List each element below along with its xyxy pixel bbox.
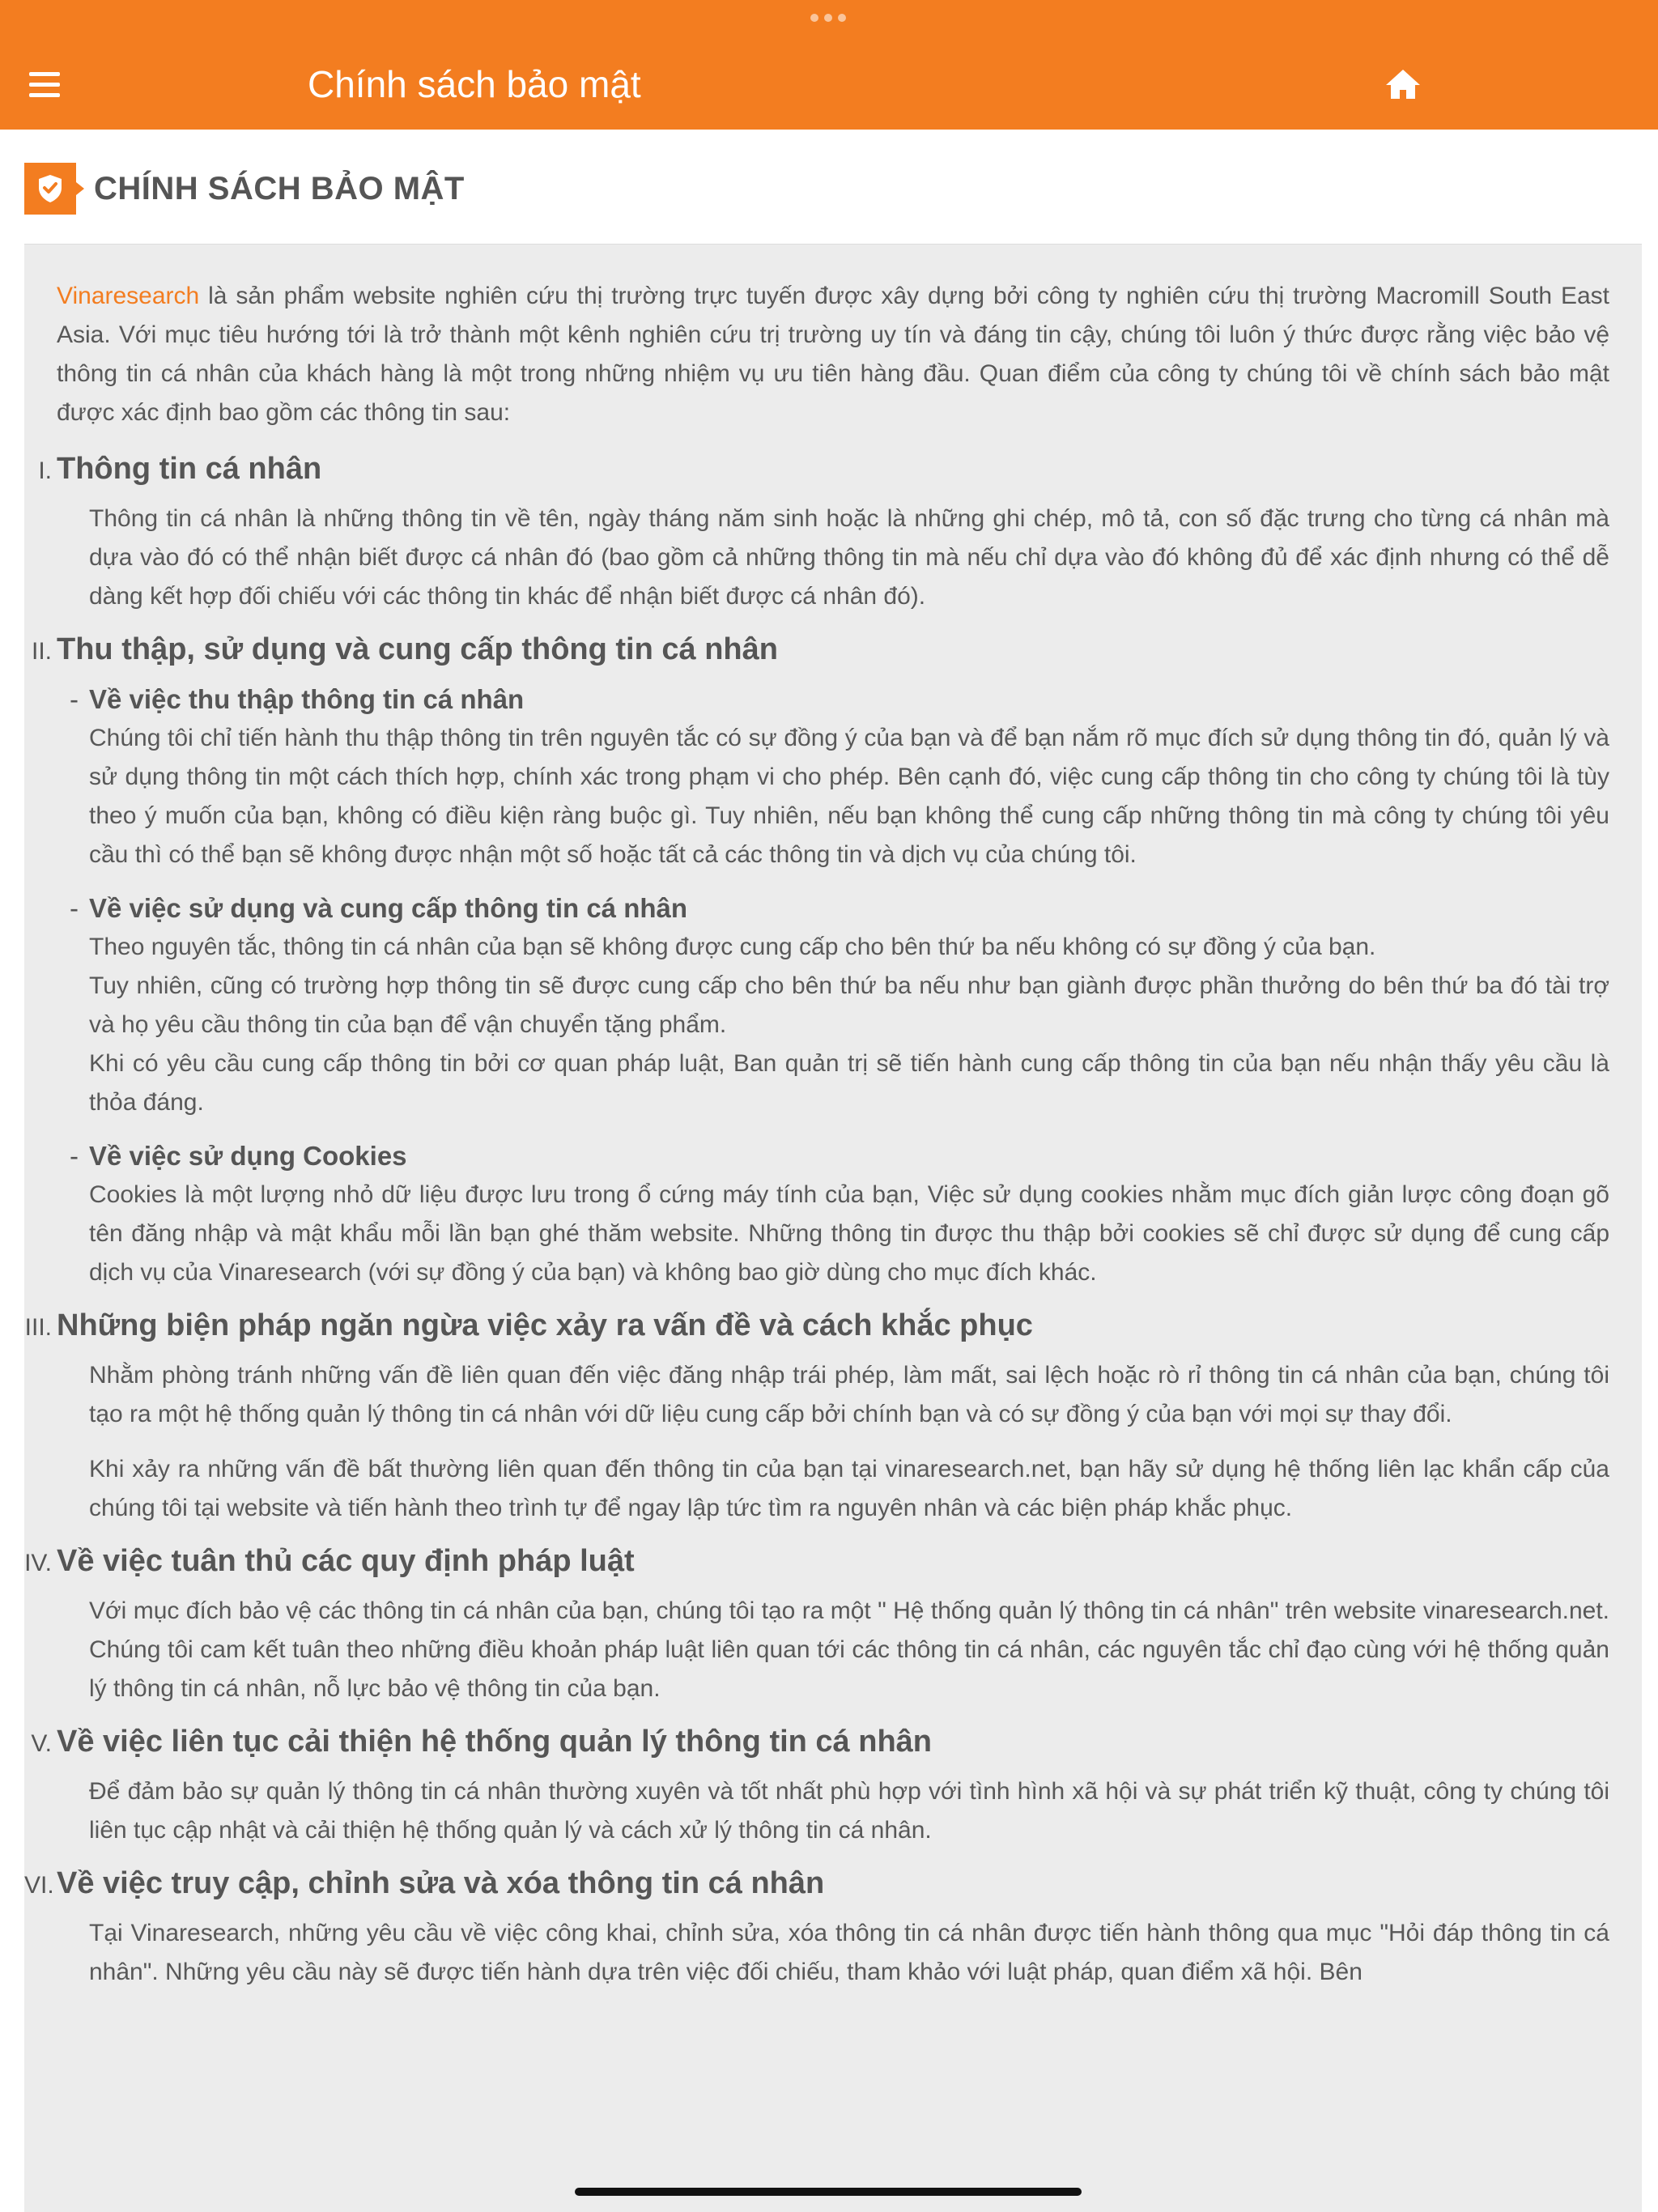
section-heading — [31, 632, 1609, 667]
section-paragraph: Khi xảy ra những vấn đề bất thường liên quan đến thông tin của bạn tại vinaresearch.net, bạn hãy sử dụng hệ thống liên lạc khẩn cấp của chúng tôi tại website và tiến hành theo trình tự để ngay lập tức tìm ra nguyên nhân và các biện pháp khắc phục. — [89, 1456, 1609, 1521]
section-improvement — [31, 1725, 1609, 1850]
subsection-title: Về việc thu thập thông tin cá nhân — [89, 684, 525, 714]
subsection-dash: - — [70, 684, 79, 714]
section-title: Những biện pháp ngăn ngừa việc xảy ra vấn đề và cách khắc phục — [57, 1308, 1033, 1342]
page-title: CHÍNH SÁCH BẢO MẬT — [94, 170, 465, 206]
section-collection-use — [31, 632, 1609, 1292]
subsection-use-provide — [70, 889, 1609, 1122]
policy-content — [24, 277, 1609, 1992]
heading-badge — [24, 163, 76, 215]
section-title: Về việc liên tục cải thiện hệ thống quản lý thông tin cá nhân — [57, 1725, 933, 1759]
section-title: Về việc tuân thủ các quy định pháp luật — [57, 1544, 635, 1578]
page-heading — [24, 160, 465, 217]
section-paragraph: Thông tin cá nhân là những thông tin về tên, ngày tháng năm sinh hoặc là những ghi chép, mô tả, con số đặc trưng cho từng cá nhân mà dựa vào đó có thể nhận biết được cá nhân đó (bao gồm cả những thông tin mà nếu chỉ dựa vào đó không đủ để xác định nhưng có thể dễ dàng kết hợp đối chiếu với các thông tin khác để nhận biết được cá nhân đó). — [89, 505, 1609, 610]
section-title: Thông tin cá nhân — [57, 452, 322, 486]
section-paragraph: Nhằm phòng tránh những vấn đề liên quan đến việc đăng nhập trái phép, làm mất, sai lệch hoặc rò rỉ thông tin cá nhân của bạn, chúng tôi tạo ra một hệ thống quản lý thông tin cá nhân với dữ liệu cung cấp bởi chính bạn và có sự đồng ý của bạn với mọi sự thay đổi. — [89, 1362, 1609, 1427]
subsection-paragraph: Cookies là một lượng nhỏ dữ liệu được lưu trong ổ cứng máy tính của bạn, Việc sử dụng cookies nhằm mục đích giản lược công đoạn gõ tên đăng nhập và mật khẩu mỗi lần bạn ghé thăm website. Những thông tin được thu thập bởi cookies sẽ chỉ được sử dụng để cung cấp dịch vụ của Vinaresearch (với sự đồng ý của bạn) và không bao giờ dùng cho mục đích khác. — [89, 1181, 1609, 1286]
intro-paragraph — [57, 277, 1609, 432]
subsection-title: Về việc sử dụng Cookies — [89, 1141, 407, 1171]
section-numeral: IV. — [24, 1550, 52, 1576]
subsection-paragraph: Theo nguyên tắc, thông tin cá nhân của bạn sẽ không được cung cấp cho bên thứ ba nếu không có sự đồng ý của bạn. — [89, 934, 1376, 960]
subsection-dash: - — [70, 893, 79, 923]
content-panel — [24, 244, 1642, 2212]
section-heading — [31, 1725, 1609, 1759]
shield-check-icon — [36, 173, 64, 204]
hamburger-menu-icon — [29, 72, 60, 76]
section-heading — [24, 1544, 1609, 1579]
section-title: Thu thập, sử dụng và cung cấp thông tin cá nhân — [57, 632, 778, 666]
app-bar-title: Chính sách bảo mật — [308, 63, 641, 105]
section-numeral: V. — [31, 1730, 52, 1757]
subsection-paragraph: Tuy nhiên, cũng có trường hợp thông tin sẽ được cung cấp cho bên thứ ba nếu như bạn giành được phần thưởng do bên thứ ba đó tài trợ và họ yêu cầu thông tin của bạn để vận chuyển tặng phẩm. — [89, 972, 1609, 1038]
section-numeral: II. — [31, 638, 52, 665]
home-indicator[interactable] — [575, 2188, 1082, 2196]
subsection-collection — [70, 680, 1609, 874]
subsection-paragraph: Chúng tôi chỉ tiến hành thu thập thông tin trên nguyên tắc có sự đồng ý của bạn và để bạn nắm rõ mục đích sử dụng thông tin đó, quản lý và sử dụng thông tin một cách thích hợp, chính xác trong phạm vi cho phép. Bên cạnh đó, việc cung cấp thông tin cho công ty chúng tôi là tùy theo ý muốn của bạn, không có điều kiện ràng buộc gì. Tuy nhiên, nếu bạn không thể cung cấp những thông tin mà công ty chúng tôi yêu cầu thì có thể bạn sẽ không được nhận một số hoặc tất cả các thông tin và dịch vụ của chúng tôi. — [89, 725, 1609, 868]
section-paragraph: Tại Vinaresearch, những yêu cầu về việc công khai, chỉnh sửa, xóa thông tin cá nhân được tiến hành thông qua mục "Hỏi đáp thông tin cá nhân". Những yêu cầu này sẽ được tiến hành dựa trên việc đối chiếu, tham khảo với luật pháp, quan điểm xã hội. Bên — [89, 1920, 1609, 1985]
section-prevention — [24, 1308, 1609, 1528]
subsection-title: Về việc sử dụng và cung cấp thông tin cá nhân — [89, 893, 688, 923]
app-bar — [0, 0, 1658, 130]
menu-button[interactable] — [19, 62, 70, 107]
section-legal-compliance — [24, 1544, 1609, 1708]
subsection-dash: - — [70, 1141, 79, 1171]
section-heading — [38, 452, 1609, 487]
section-title: Về việc truy cập, chỉnh sửa và xóa thông tin cá nhân — [57, 1866, 825, 1900]
intro-text: là sản phẩm website nghiên cứu thị trường trực tuyến được xây dựng bởi công ty nghiên cứu thị trường Macromill South East Asia. Với mục tiêu hướng tới là trở thành một kênh nghiên cứu trị trường uy tín và đáng tin cậy, chúng tôi luôn ý thức được rằng việc bảo vệ thông tin cá nhân của khách hàng là một trong những nhiệm vụ ưu tiên hàng đầu. Quan điểm của công ty chúng tôi về chính sách bảo mật được xác định bao gồm các thông tin sau: — [57, 283, 1609, 426]
section-paragraph: Để đảm bảo sự quản lý thông tin cá nhân thường xuyên và tốt nhất phù hợp với tình hình xã hội và sự phát triển kỹ thuật, công ty chúng tôi liên tục cập nhật và cải thiện hệ thống quản lý và cách xử lý thông tin cá nhân. — [89, 1778, 1609, 1844]
section-numeral: I. — [38, 457, 52, 484]
section-heading — [24, 1308, 1609, 1343]
multitasking-dots[interactable] — [810, 14, 846, 22]
brand-link[interactable]: Vinaresearch — [57, 283, 200, 309]
section-heading — [24, 1866, 1609, 1901]
subsection-cookies — [70, 1137, 1609, 1292]
section-paragraph: Với mục đích bảo vệ các thông tin cá nhân của bạn, chúng tôi tạo ra một " Hệ thống quản lý thông tin cá nhân" trên website vinaresearch.net. Chúng tôi cam kết tuân theo những điều khoản pháp luật liên quan tới các thông tin cá nhân, các nguyên tắc chỉ đạo cùng với hệ thống quản lý thông tin cá nhân, nỗ lực bảo vệ thông tin của bạn. — [89, 1597, 1609, 1702]
home-button[interactable] — [1383, 65, 1423, 104]
section-numeral: VI. — [24, 1872, 54, 1899]
home-icon — [1383, 65, 1423, 104]
section-numeral: III. — [24, 1314, 52, 1341]
subsection-paragraph: Khi có yêu cầu cung cấp thông tin bởi cơ quan pháp luật, Ban quản trị sẽ tiến hành cung cấp thông tin của bạn nếu nhận thấy yêu cầu là thỏa đáng. — [89, 1050, 1609, 1116]
section-access-edit-delete — [24, 1866, 1609, 1992]
section-personal-info — [38, 452, 1609, 616]
